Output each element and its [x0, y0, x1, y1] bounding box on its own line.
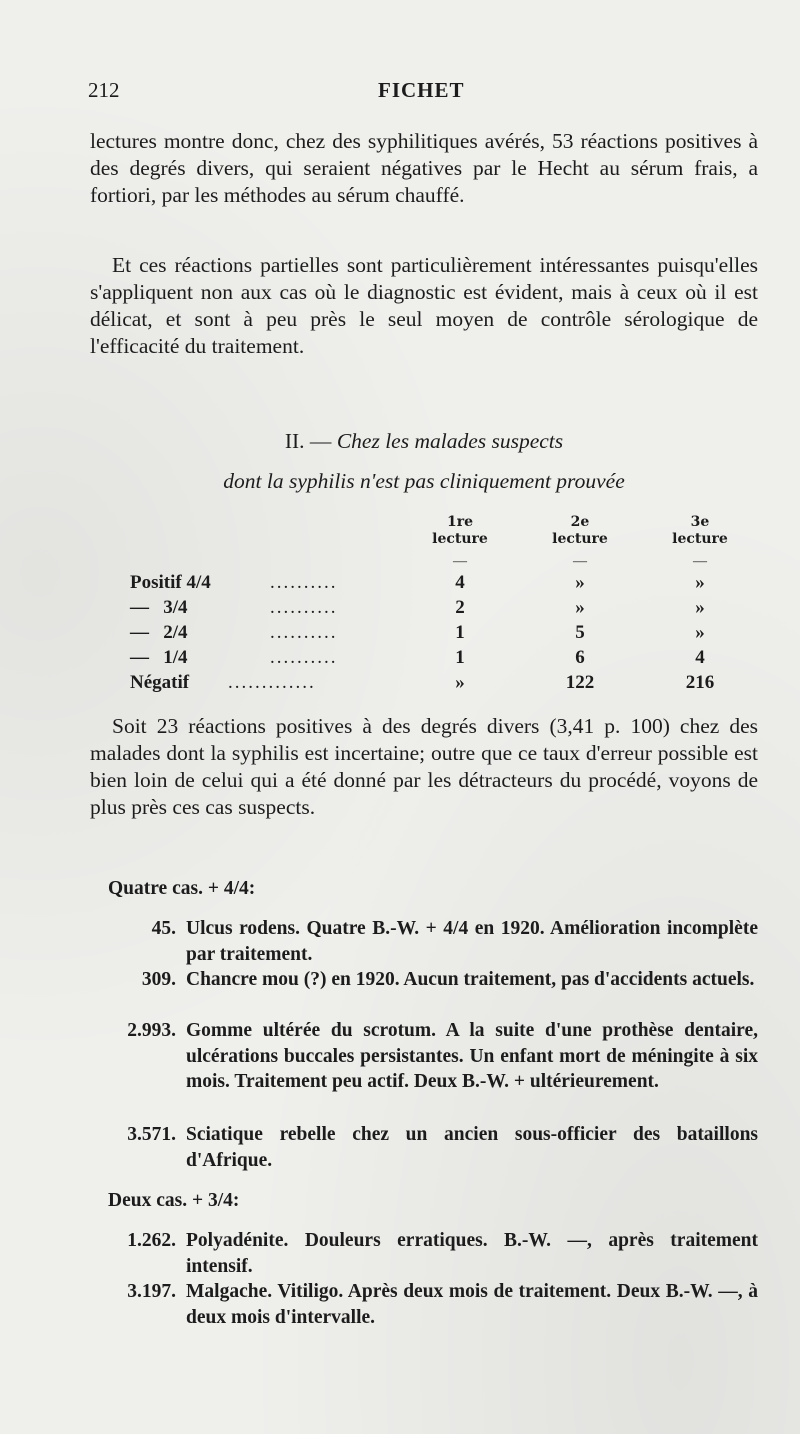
case-text: Polyadénite. Douleurs erratiques. B.-W. —, après traitement intensif.	[186, 1230, 758, 1277]
cell-lecture-3: »	[695, 622, 705, 643]
section-title-line-1: Chez les malades suspects	[336, 429, 564, 453]
page-header	[88, 78, 758, 108]
column-dash: —	[453, 554, 467, 569]
column-header-2: 2e lecture	[552, 514, 608, 547]
table-row	[130, 647, 760, 673]
paragraph-1: lectures montre donc, chez des syphilitiques avérés, 53 réactions positives à des degrés divers, qui seraient négatives par le Hecht au sérum frais, a fortiori, par les méthodes au sérum chauffé.	[90, 129, 758, 207]
column-header-1: 1re lecture	[432, 514, 488, 547]
case-number: 3.197.	[127, 1281, 176, 1302]
leader-dots: .............	[228, 672, 316, 693]
cell-lecture-1: »	[455, 672, 465, 693]
cell-lecture-1: 4	[455, 572, 465, 593]
cell-lecture-1: 2	[455, 597, 465, 618]
table-row	[130, 622, 760, 648]
running-title: FICHET	[378, 78, 465, 102]
case-number: 309.	[141, 969, 176, 990]
row-label: Positif 4/4	[130, 572, 211, 593]
cell-lecture-3: 216	[685, 672, 715, 693]
case-number: 3.571.	[127, 1124, 176, 1145]
paragraph-3: Soit 23 réactions positives à des degrés divers (3,41 p. 100) chez des malades dont la syphilis est incertaine; outre que ce taux d'erreur possible est bien loin de celui qui a été donné par les détracteurs du procédé, voyons de plus près ces cas suspects.	[90, 714, 758, 819]
table-row	[130, 672, 760, 698]
leader-dots: ..........	[270, 622, 338, 643]
group-heading-2: Deux cas. + 3/4:	[108, 1190, 240, 1211]
cell-lecture-3: 4	[695, 647, 705, 668]
cell-lecture-2: 122	[565, 672, 595, 693]
cell-lecture-3: »	[695, 597, 705, 618]
column-header-3: 3e lecture	[672, 514, 728, 547]
column-dash: —	[573, 554, 587, 569]
row-label: — 2/4	[130, 622, 188, 643]
cell-lecture-2: »	[575, 572, 585, 593]
case-number: 2.993.	[127, 1020, 176, 1041]
section-numeral: II. —	[284, 429, 332, 453]
section-title-line-2: dont la syphilis n'est pas cliniquement prouvée	[223, 469, 625, 493]
cell-lecture-3: »	[695, 572, 705, 593]
row-label: Négatif	[130, 672, 190, 693]
cell-lecture-1: 1	[455, 647, 465, 668]
leader-dots: ..........	[270, 572, 338, 593]
cell-lecture-2: »	[575, 597, 585, 618]
table-row	[130, 597, 760, 623]
leader-dots: ..........	[270, 647, 338, 668]
table-row	[130, 572, 760, 598]
paragraph-2: Et ces réactions partielles sont particulièrement intéressantes puisqu'elles s'appliquent non aux cas où le diagnostic est évident, mais à ceux où il est délicat, et sont à peu près le seul moyen de contrôle sérologique de l'efficacité du traitement.	[90, 253, 758, 358]
group-heading-1: Quatre cas. + 4/4:	[108, 878, 256, 899]
case-number: 45.	[151, 918, 176, 939]
case-text: Malgache. Vitiligo. Après deux mois de traitement. Deux B.-W. —, à deux mois d'intervalle.	[186, 1281, 758, 1328]
case-text: Sciatique rebelle chez un ancien sous-officier des bataillons d'Afrique.	[186, 1124, 758, 1171]
cell-lecture-2: 6	[575, 647, 585, 668]
case-text: Chancre mou (?) en 1920. Aucun traitement, pas d'accidents actuels.	[186, 969, 755, 990]
leader-dots: ..........	[270, 597, 338, 618]
case-number: 1.262.	[127, 1230, 176, 1251]
case-text: Gomme ultérée du scrotum. A la suite d'une prothèse dentaire, ulcérations buccales persistantes. Un enfant mort de méningite à six mois. Traitement peu actif. Deux B.-W. + ultérieurement.	[186, 1020, 758, 1092]
cell-lecture-2: 5	[575, 622, 585, 643]
row-label: — 1/4	[130, 647, 188, 668]
section-heading	[90, 425, 758, 457]
column-dash: —	[693, 554, 707, 569]
row-label: — 3/4	[130, 597, 188, 618]
page-number: 212	[88, 78, 120, 102]
cell-lecture-1: 1	[455, 622, 465, 643]
case-text: Ulcus rodens. Quatre B.-W. + 4/4 en 1920. Amélioration incomplète par traitement.	[186, 918, 758, 965]
